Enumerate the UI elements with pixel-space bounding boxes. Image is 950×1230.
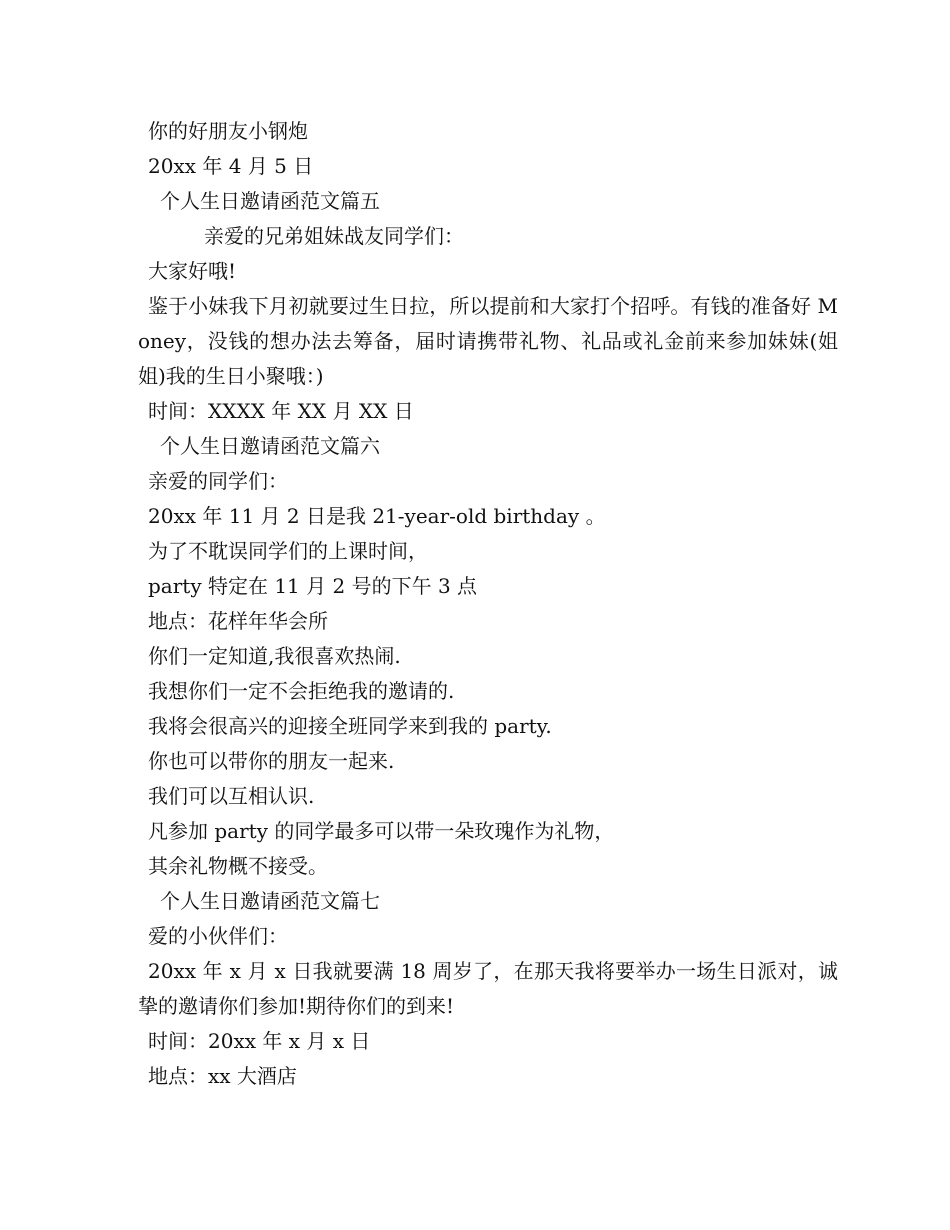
invitation-paragraph-7 <box>138 954 838 1024</box>
text-line: 凡参加 party 的同学最多可以带一朵玫瑰作为礼物， <box>148 819 615 843</box>
birthday-date-line: 20xx 年 11 月 2 日是我 21-year-old birthday 。 <box>148 504 606 528</box>
greeting-line: 大家好哦! <box>148 259 237 283</box>
salutation-6: 亲爱的同学们： <box>148 469 288 493</box>
location-line-7: 地点：xx 大酒店 <box>148 1064 297 1088</box>
time-line-5: 时间：XXXX 年 XX 月 XX 日 <box>148 399 414 423</box>
location-line-6: 地点：花样年华会所 <box>148 609 328 633</box>
party-time-line: party 特定在 11 月 2 号的下午 3 点 <box>148 574 478 598</box>
section-heading-6: 个人生日邀请函范文篇六 <box>160 434 380 458</box>
salutation-7: 爱的小伙伴们： <box>148 924 288 948</box>
text-line: 我将会很高兴的迎接全班同学来到我的 party. <box>148 714 552 738</box>
date-line: 20xx 年 4 月 5 日 <box>148 154 314 178</box>
section-heading-7: 个人生日邀请函范文篇七 <box>160 889 380 913</box>
signature-line: 你的好朋友小钢炮 <box>148 119 308 143</box>
document-body <box>138 114 838 1094</box>
text-line: 为了不耽误同学们的上课时间， <box>148 539 428 563</box>
time-line-7: 时间：20xx 年 x 月 x 日 <box>148 1029 371 1053</box>
invitation-paragraph-5 <box>138 289 838 394</box>
text-line: 你们一定知道,我很喜欢热闹. <box>148 644 401 668</box>
paragraph-text: 20xx 年 x 月 x 日我就要满 18 周岁了，在那天我将要举办一场生日派对，诚挚的邀请你们参加!期待你们的到来! <box>138 959 838 1018</box>
text-line: 我们可以互相认识. <box>148 784 315 808</box>
salutation-5: 亲爱的兄弟姐妹战友同学们： <box>204 224 464 248</box>
section-heading-5: 个人生日邀请函范文篇五 <box>160 189 380 213</box>
text-line: 我想你们一定不会拒绝我的邀请的. <box>148 679 455 703</box>
text-line: 其余礼物概不接受。 <box>148 854 328 878</box>
paragraph-text: 鉴于小妹我下月初就要过生日拉，所以提前和大家打个招呼。有钱的准备好 Money，没钱的想办法去筹备，届时请携带礼物、礼品或礼金前来参加妹妹(姐姐)我的生日小聚哦：) <box>138 294 838 388</box>
text-line: 你也可以带你的朋友一起来. <box>148 749 395 773</box>
